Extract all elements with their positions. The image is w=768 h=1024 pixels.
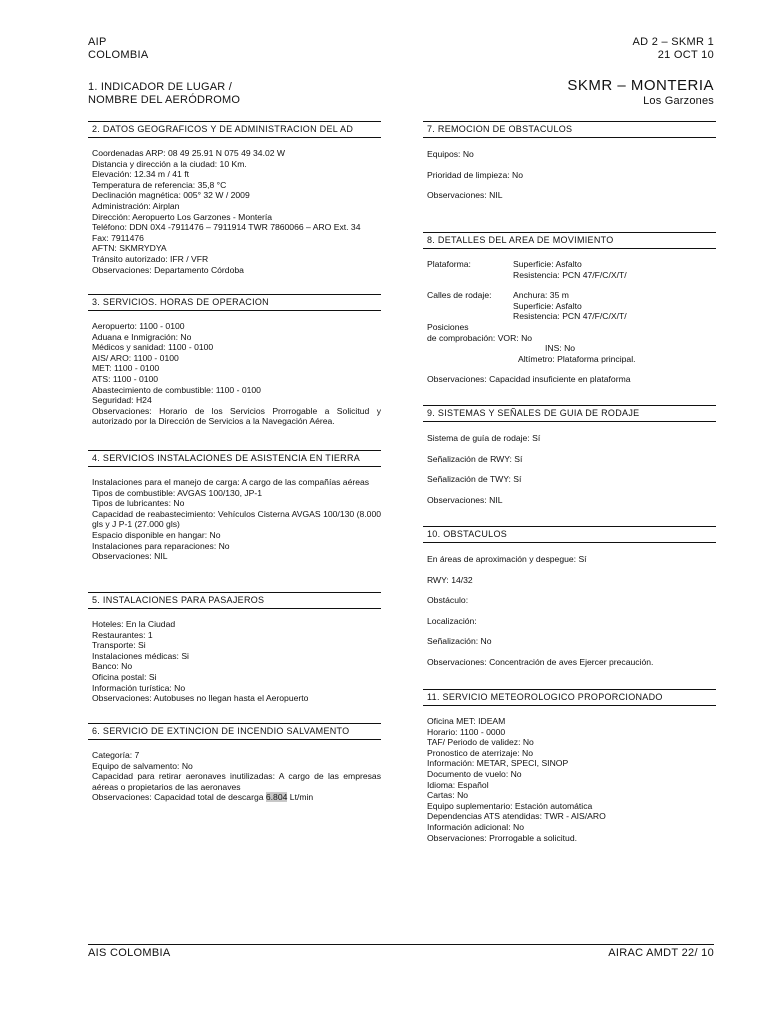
list-item: Información turística: No [92, 682, 186, 693]
taxiway-resistance: Resistencia: PCN 47/F/C/X/T/ [513, 311, 627, 322]
section-8-movement-area [423, 232, 716, 385]
list-item: Médicos y sanidad: 1100 - 0100 [92, 342, 214, 353]
taxiway-width: Anchura: 35 m [513, 290, 569, 301]
header-left [88, 36, 148, 62]
observations: Observaciones: Horario de los Servicios Prorrogable a Solicitud y autorizado por la Dirección de Servicios a la Navegación Aérea. [92, 405, 381, 427]
observations: Observaciones: Autobuses no llegan hasta el Aeropuerto [92, 693, 309, 704]
rwy-marking: Señalización de RWY: Sí [427, 453, 523, 464]
cargo-handling: Instalaciones para el manejo de carga: A cargo de las compañías aéreas [92, 477, 370, 487]
section-11-met-services [423, 689, 716, 843]
apron-label: Plataforma: [427, 259, 471, 269]
location: Localización: [427, 615, 477, 626]
section-5-passenger-facilities [88, 592, 381, 704]
telephone: Teléfono: DDN 0X4 -7911476 – 7911914 TWR 7860066 – ARO Ext. 34 [92, 222, 361, 233]
section-body [423, 149, 716, 201]
apron-surface: Superficie: Asfalto [513, 259, 582, 269]
administration: Administración: Airplan [92, 200, 180, 211]
section-3-operating-hours [88, 294, 381, 427]
runway: RWY: 14/32 [427, 574, 473, 585]
list-item: ATS: 1100 - 0100 [92, 373, 159, 384]
approach-areas: En áreas de aproximación y despegue: Sí [427, 554, 587, 564]
header-right [632, 36, 714, 62]
observations [92, 792, 381, 803]
checkpoint-altimeter: Altímetro: Plataforma principal. [518, 353, 636, 364]
list-item: Información adicional: No [427, 821, 524, 832]
observations-suffix: Lt/min [287, 792, 314, 803]
section-heading: 3. SERVICIOS. HORAS DE OPERACION [88, 294, 381, 311]
magnetic-declination: Declinación magnética: 005° 32 W / 2009 [92, 190, 250, 201]
discharge-value: 6.804 [265, 792, 288, 803]
section-heading: 8. DETALLES DEL AREA DE MOVIMIENTO [423, 232, 716, 249]
footer-divider [88, 944, 714, 945]
header-country: COLOMBIA [88, 49, 149, 61]
aircraft-removal-capacity: Capacidad para retirar aeronaves inutilizadas: A cargo de las empresas aéreas o propietarios de las aeronaves [92, 771, 381, 792]
lubricant-types: Tipos de lubricantes: No [92, 498, 185, 509]
list-item: Abastecimiento de combustible: 1100 - 0100 [92, 384, 261, 395]
section-body [88, 321, 381, 427]
hangar-space: Espacio disponible en hangar: No [92, 529, 221, 540]
elevation: Elevación: 12.34 m / 41 ft [92, 169, 189, 180]
observations: Observaciones: NIL [427, 494, 503, 505]
header-page-id: AD 2 – SKMR 1 [632, 36, 714, 48]
header-aip: AIP [88, 36, 107, 48]
checkpoint-ins: INS: No [545, 343, 576, 354]
section-body [88, 750, 381, 803]
list-item: Banco: No [92, 661, 133, 672]
taxiways [427, 290, 716, 301]
list-item: Oficina MET: IDEAM [427, 716, 506, 726]
section-7-obstacle-removal [423, 121, 716, 201]
repair-facilities: Instalaciones para reparaciones: No [92, 540, 230, 551]
footer-left: AIS COLOMBIA [88, 947, 171, 959]
section-body [423, 433, 716, 505]
list-item: Aduana e Inmigración: No [92, 331, 192, 342]
section-2-geographic-data [88, 121, 381, 275]
list-item: Hoteles: En la Ciudad [92, 619, 176, 629]
taxiway-label: Calles de rodaje: [427, 290, 492, 301]
list-item: MET: 1100 - 0100 [92, 363, 160, 374]
list-item: Información: METAR, SPECI, SINOP [427, 758, 569, 769]
cleaning-priority: Prioridad de limpieza: No [427, 169, 524, 180]
indicator-line1: 1. INDICADOR DE LUGAR / [88, 81, 232, 93]
section-10-obstacles [423, 526, 716, 668]
observations: Observaciones: Capacidad insuficiente en plataforma [427, 374, 631, 385]
observations: Observaciones: Departamento Córdoba [92, 264, 244, 275]
section-4-ground-handling [88, 450, 381, 562]
category: Categoría: 7 [92, 750, 140, 760]
section-heading: 10. OBSTACULOS [423, 526, 716, 543]
observations: Observaciones: Concentración de aves Ejercer precaución. [427, 656, 654, 667]
list-item: Idioma: Español [427, 779, 489, 790]
section-body [88, 619, 381, 704]
footer-right: AIRAC AMDT 22/ 10 [608, 947, 714, 959]
list-item: Horario: 1100 - 0000 [427, 726, 506, 737]
rescue-equipment: Equipo de salvamento: No [92, 760, 193, 771]
section-6-rescue-firefighting [88, 723, 381, 803]
section-heading: 7. REMOCION DE OBSTACULOS [423, 121, 716, 138]
list-item: AIS/ ARO: 1100 - 0100 [92, 352, 179, 363]
list-item: Dependencias ATS atendidas: TWR - AIS/ARO [427, 811, 606, 822]
marking: Señalización: No [427, 636, 492, 647]
observations: Observaciones: Prorrogable a solicitud. [427, 832, 577, 843]
list-item: TAF/ Periodo de validez: No [427, 737, 534, 748]
aftn: AFTN: SKMRYDYA [92, 243, 167, 254]
list-item: Pronostico de aterrizaje: No [427, 747, 534, 758]
location-indicator-title [88, 81, 240, 107]
fuel-types: Tipos de combustible: AVGAS 100/130, JP-1 [92, 487, 263, 498]
section-body [423, 554, 716, 668]
address: Dirección: Aeropuerto Los Garzones - Montería [92, 211, 273, 222]
list-item: Documento de vuelo: No [427, 768, 522, 779]
observations: Observaciones: NIL [427, 190, 503, 201]
list-item: Restaurantes: 1 [92, 629, 153, 640]
reference-temperature: Temperatura de referencia: 35,8 °C [92, 179, 227, 190]
section-heading: 4. SERVICIOS INSTALACIONES DE ASISTENCIA EN TIERRA [88, 450, 381, 467]
aerodrome-name: Los Garzones [643, 95, 714, 107]
taxi-guidance-system: Sistema de guía de rodaje: Sí [427, 433, 541, 443]
observations-prefix: Observaciones: Capacidad total de descarga [92, 792, 266, 803]
apron-resistance: Resistencia: PCN 47/F/C/X/T/ [513, 269, 627, 280]
list-item: Aeropuerto: 1100 - 0100 [92, 321, 185, 331]
obstacle: Obstáculo: [427, 595, 469, 606]
section-heading: 6. SERVICIO DE EXTINCION DE INCENDIO SALVAMENTO [88, 723, 381, 740]
checkpoint-label: Posiciones [427, 321, 469, 332]
aerodrome-title [567, 77, 714, 108]
section-body [88, 148, 381, 275]
section-body [423, 259, 716, 385]
refuelling-capacity: Capacidad de reabastecimiento: Vehículos Cisterna AVGAS 100/130 (8.000 gls y J P-1 (27.000 gls) [92, 508, 381, 530]
observations: Observaciones: NIL [92, 551, 168, 562]
taxiway-surface: Superficie: Asfalto [513, 300, 582, 311]
coordinates: Coordenadas ARP: 08 49 25.91 N 075 49 34.02 W [92, 148, 286, 158]
checkpoint-vor: de comprobación: VOR: No [427, 332, 533, 343]
distance: Distancia y dirección a la ciudad: 10 Km. [92, 158, 247, 169]
apron [427, 259, 716, 270]
indicator-line2: NOMBRE DEL AERÓDROMO [88, 94, 241, 106]
header-date: 21 OCT 10 [657, 49, 714, 61]
section-heading: 5. INSTALACIONES PARA PASAJEROS [88, 592, 381, 609]
authorized-traffic: Tránsito autorizado: IFR / VFR [92, 253, 209, 264]
section-heading: 9. SISTEMAS Y SEÑALES DE GUIA DE RODAJE [423, 405, 716, 422]
list-item: Transporte: Si [92, 640, 146, 651]
equipment: Equipos: No [427, 149, 474, 159]
list-item: Equipo suplementario: Estación automática [427, 800, 593, 811]
aerodrome-code: SKMR – MONTERIA [567, 77, 714, 94]
list-item: Seguridad: H24 [92, 395, 152, 406]
fax: Fax: 7911476 [92, 232, 144, 243]
section-9-taxi-guidance [423, 405, 716, 505]
section-heading: 2. DATOS GEOGRAFICOS Y DE ADMINISTRACION DEL AD [88, 121, 381, 138]
section-heading: 11. SERVICIO METEOROLOGICO PROPORCIONADO [423, 689, 716, 706]
section-body [423, 716, 716, 843]
twy-marking: Señalización de TWY: Sí [427, 474, 522, 485]
list-item: Cartas: No [427, 790, 469, 801]
list-item: Oficina postal: Si [92, 671, 157, 682]
section-body [88, 477, 381, 562]
list-item: Instalaciones médicas: Si [92, 650, 189, 661]
